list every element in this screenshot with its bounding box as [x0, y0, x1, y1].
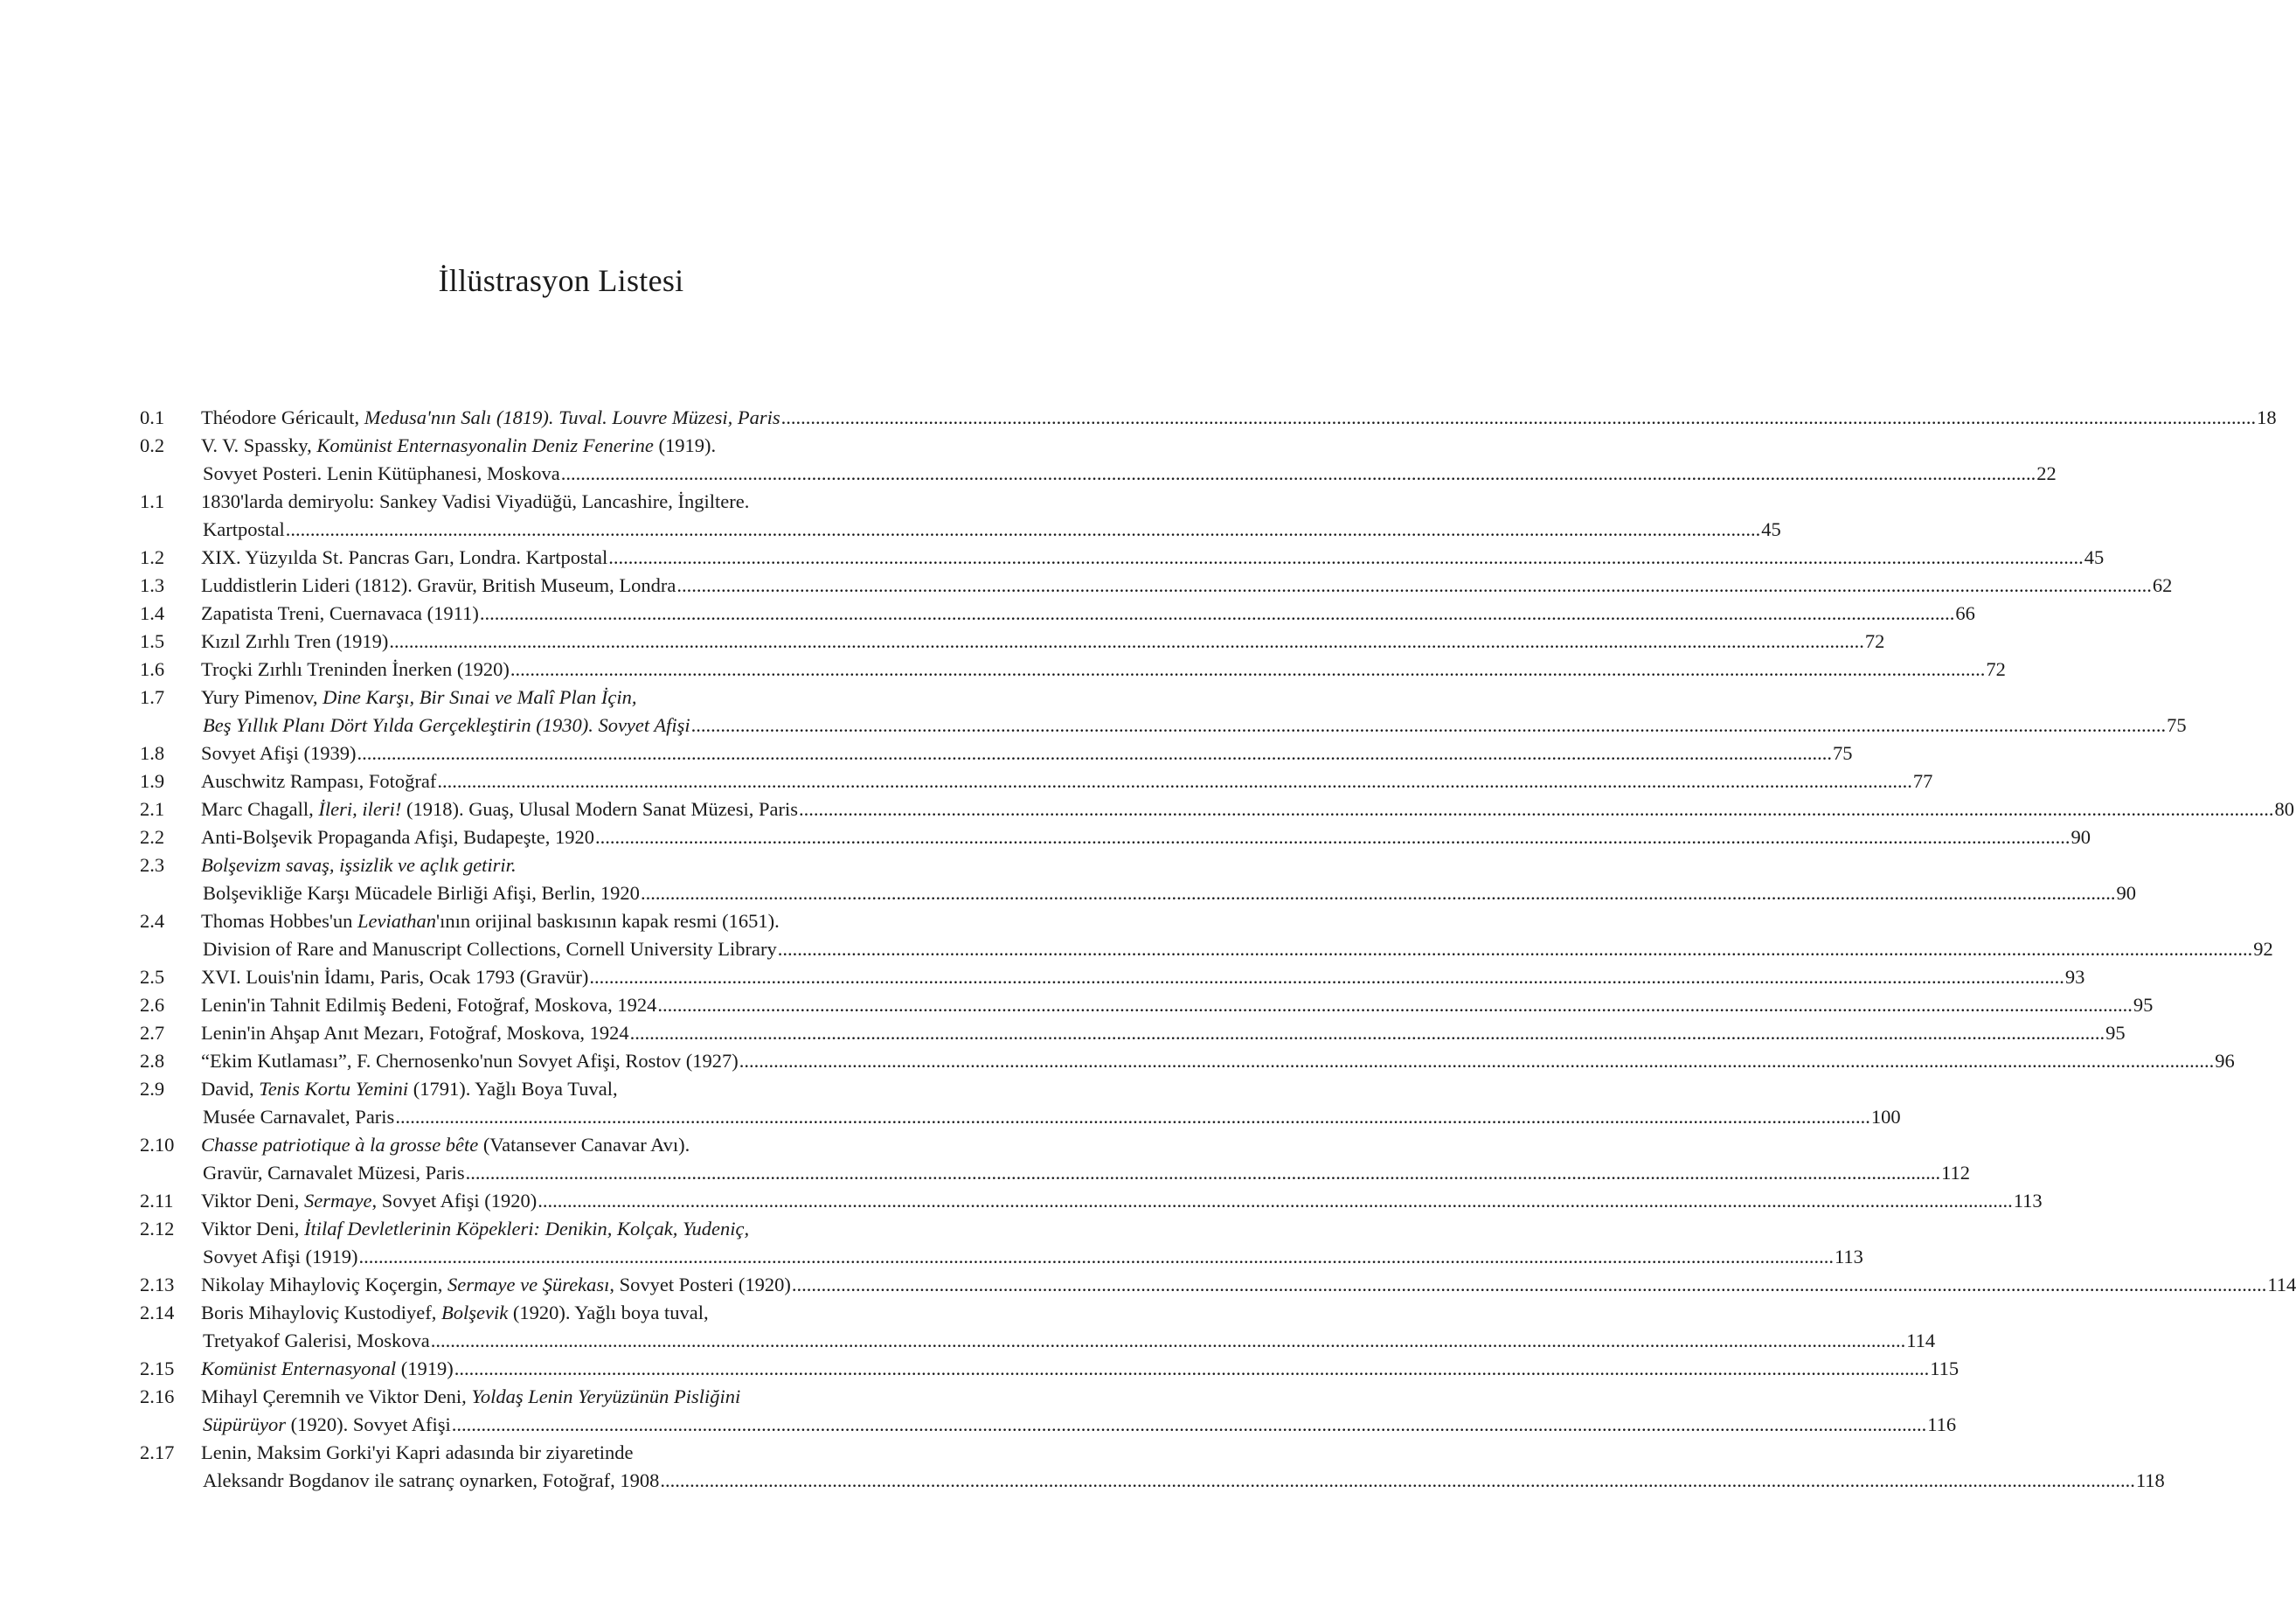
- entry-line: [201, 684, 1003, 712]
- list-entry: [140, 740, 1853, 767]
- entry-line: [201, 432, 1003, 460]
- entry-text: Auschwitz Rampası, Fotoğraf: [201, 770, 437, 792]
- entry-body: [201, 600, 1975, 628]
- dot-leader: ............................................................................................................................................................................................................................................................................................................: [608, 546, 2084, 568]
- entry-number: 2.17: [140, 1441, 175, 1463]
- entry-body: [201, 404, 2277, 432]
- entry-line: [201, 991, 2154, 1019]
- list-entry: [140, 628, 1885, 656]
- list-entry: [140, 656, 2006, 684]
- entry-number: 1.8: [140, 742, 165, 764]
- dot-leader: ............................................................................................................................................................................................................................................................................................................: [560, 462, 2036, 484]
- entry-line: [201, 628, 1885, 656]
- entry-number: 2.1: [140, 798, 165, 820]
- entry-text: Beş Yıllık Planı Dört Yılda Gerçekleştirin (1930). Sovyet Afişi: [203, 714, 690, 736]
- entry-body: [201, 991, 2154, 1019]
- list-entry: [140, 1075, 1901, 1131]
- list-entry: [140, 991, 2154, 1019]
- entry-text: XVI. Louis'nin İdamı, Paris, Ocak 1793 (Gravür): [201, 966, 589, 988]
- entry-text: Marc Chagall, İleri, ileri! (1918). Guaş, Ulusal Modern Sanat Müzesi, Paris: [201, 798, 799, 820]
- entry-number: 2.4: [140, 910, 165, 932]
- list-entry: [140, 963, 2085, 991]
- entry-text: Troçki Zırhlı Treninden İnerken (1920): [201, 658, 510, 680]
- entry-number: 1.6: [140, 658, 165, 680]
- entry-line: [201, 460, 2057, 488]
- entry-body: [201, 656, 2006, 684]
- entry-body: [201, 432, 2057, 488]
- list-entry: [140, 572, 2173, 600]
- entry-line: [201, 1439, 1003, 1467]
- entry-body: [201, 795, 2295, 823]
- entry-line: [201, 572, 2173, 600]
- entry-body: [201, 907, 2273, 963]
- entry-number: 2.14: [140, 1302, 175, 1323]
- list-entry: [140, 600, 1975, 628]
- entry-text: XIX. Yüzyılda St. Pancras Garı, Londra. Kartpostal: [201, 546, 608, 568]
- entry-page-number: 113: [2013, 1190, 2043, 1212]
- entry-page-number: 93: [2064, 966, 2085, 988]
- list-entry: [140, 907, 2273, 963]
- list-entry: [140, 1215, 1863, 1271]
- entry-line: [201, 1411, 1957, 1439]
- entry-text: Sovyet Afişi (1919): [203, 1246, 358, 1267]
- dot-leader: ............................................................................................................................................................................................................................................................................................................: [395, 1106, 1870, 1128]
- entry-line: [201, 907, 1003, 935]
- entry-text: Kartpostal: [203, 518, 285, 540]
- entry-text: Luddistlerin Lideri (1812). Gravür, British Museum, Londra: [201, 574, 676, 596]
- entry-body: [201, 740, 1853, 767]
- entry-line: [201, 1271, 2296, 1299]
- entry-page-number: 114: [2267, 1274, 2296, 1295]
- entry-line: [201, 767, 1933, 795]
- entry-text: Yury Pimenov, Dine Karşı, Bir Sınai ve Malî Plan İçin,: [201, 686, 637, 708]
- entry-text: Bolşevikliğe Karşı Mücadele Birliği Afişi, Berlin, 1920: [203, 882, 640, 904]
- dot-leader: ............................................................................................................................................................................................................................................................................................................: [676, 574, 2152, 596]
- entry-text: Lenin, Maksim Gorki'yi Kapri adasında bir ziyaretinde: [201, 1441, 634, 1463]
- entry-text: Sovyet Afişi (1939): [201, 742, 357, 764]
- list-entry: [140, 1271, 2296, 1299]
- entry-body: [201, 1299, 1936, 1355]
- entry-body: [201, 963, 2085, 991]
- entry-page-number: 62: [2152, 574, 2173, 596]
- list-entry: [140, 432, 2057, 488]
- entry-body: [201, 1383, 1957, 1439]
- entry-number: 2.16: [140, 1385, 175, 1407]
- entry-body: [201, 851, 2136, 907]
- entry-text: Mihayl Çeremnih ve Viktor Deni, Yoldaş Lenin Yeryüzünün Pisliğini: [201, 1385, 741, 1407]
- entry-page-number: 90: [2071, 826, 2091, 848]
- illustration-list: [140, 404, 2296, 1495]
- entry-body: [201, 1131, 1971, 1187]
- entry-text: David, Tenis Kortu Yemini (1791). Yağlı Boya Tuval,: [201, 1078, 618, 1100]
- entry-number: 2.3: [140, 854, 165, 876]
- entry-number: 1.7: [140, 686, 165, 708]
- entry-text: Viktor Deni, İtilaf Devletlerinin Köpekleri: Denikin, Kolçak, Yudeniç,: [201, 1218, 750, 1240]
- entry-number: 2.9: [140, 1078, 165, 1100]
- dot-leader: ............................................................................................................................................................................................................................................................................................................: [357, 742, 1832, 764]
- entry-page-number: 96: [2215, 1050, 2235, 1072]
- list-entry: [140, 488, 1781, 544]
- list-entry: [140, 1019, 2126, 1047]
- entry-text: V. V. Spassky, Komünist Enternasyonalin Deniz Fenerine (1919).: [201, 434, 717, 456]
- entry-page-number: 116: [1927, 1413, 1957, 1435]
- list-entry: [140, 1047, 2235, 1075]
- entry-line: [201, 488, 1003, 516]
- entry-line: [201, 1215, 1003, 1243]
- entry-line: [201, 404, 2277, 432]
- entry-text: Sovyet Posteri. Lenin Kütüphanesi, Moskova: [203, 462, 560, 484]
- list-entry: [140, 1383, 1957, 1439]
- list-entry: [140, 1355, 1960, 1383]
- entry-line: [201, 656, 2006, 684]
- list-entry: [140, 1131, 1971, 1187]
- entry-line: [201, 712, 2187, 740]
- dot-leader: ............................................................................................................................................................................................................................................................................................................: [629, 1022, 2105, 1044]
- entry-text: Bolşevizm savaş, işsizlik ve açlık getirir.: [201, 854, 517, 876]
- entry-page-number: 112: [1941, 1162, 1971, 1184]
- entry-page-number: 45: [1761, 518, 1781, 540]
- entry-page-number: 22: [2036, 462, 2057, 484]
- dot-leader: ............................................................................................................................................................................................................................................................................................................: [657, 994, 2133, 1016]
- entry-number: 2.8: [140, 1050, 165, 1072]
- entry-body: [201, 1075, 1901, 1131]
- entry-line: [201, 740, 1853, 767]
- entry-number: 2.13: [140, 1274, 175, 1295]
- dot-leader: ............................................................................................................................................................................................................................................................................................................: [799, 798, 2274, 820]
- entry-text: Musée Carnavalet, Paris: [203, 1106, 395, 1128]
- entry-page-number: 45: [2084, 546, 2105, 568]
- entry-text: Kızıl Zırhlı Tren (1919): [201, 630, 389, 652]
- entry-page-number: 72: [1864, 630, 1885, 652]
- entry-text: Tretyakof Galerisi, Moskova: [203, 1330, 430, 1351]
- dot-leader: ............................................................................................................................................................................................................................................................................................................: [451, 1413, 1927, 1435]
- list-entry: [140, 767, 1933, 795]
- entry-text: Division of Rare and Manuscript Collections, Cornell University Library: [203, 938, 777, 960]
- entry-body: [201, 767, 1933, 795]
- entry-page-number: 80: [2274, 798, 2295, 820]
- entry-number: 1.3: [140, 574, 165, 596]
- entry-body: [201, 1187, 2043, 1215]
- entry-line: [201, 1467, 2165, 1495]
- dot-leader: ............................................................................................................................................................................................................................................................................................................: [479, 602, 1955, 624]
- entry-text: Thomas Hobbes'un Leviathan'ının orijinal baskısının kapak resmi (1651).: [201, 910, 780, 932]
- entry-line: [201, 1075, 1003, 1103]
- entry-line: [201, 879, 2136, 907]
- entry-body: [201, 544, 2105, 572]
- dot-leader: ............................................................................................................................................................................................................................................................................................................: [510, 658, 1986, 680]
- entry-text: Komünist Enternasyonal (1919): [201, 1358, 454, 1379]
- dot-leader: ............................................................................................................................................................................................................................................................................................................: [437, 770, 1912, 792]
- entry-line: [201, 1103, 1901, 1131]
- entry-number: 2.2: [140, 826, 165, 848]
- dot-leader: ............................................................................................................................................................................................................................................................................................................: [777, 938, 2253, 960]
- entry-text: Lenin'in Ahşap Anıt Mezarı, Fotoğraf, Moskova, 1924: [201, 1022, 629, 1044]
- entry-line: [201, 600, 1975, 628]
- entry-number: 2.11: [140, 1190, 174, 1212]
- dot-leader: ............................................................................................................................................................................................................................................................................................................: [780, 406, 2257, 428]
- entry-text: Chasse patriotique à la grosse bête (Vatansever Canavar Avı).: [201, 1134, 690, 1156]
- entry-number: 2.15: [140, 1358, 175, 1379]
- entry-line: [201, 516, 1781, 544]
- entry-page-number: 75: [2167, 714, 2187, 736]
- entry-text: “Ekim Kutlaması”, F. Chernosenko'nun Sovyet Afişi, Rostov (1927): [201, 1050, 739, 1072]
- entry-line: [201, 935, 2273, 963]
- entry-line: [201, 1019, 2126, 1047]
- entry-text: Süpürüyor (1920). Sovyet Afişi: [203, 1413, 451, 1435]
- entry-number: 0.1: [140, 406, 165, 428]
- entry-number: 2.12: [140, 1218, 175, 1240]
- entry-line: [201, 1383, 1003, 1411]
- entry-page-number: 100: [1870, 1106, 1901, 1128]
- entry-line: [201, 1047, 2235, 1075]
- dot-leader: ............................................................................................................................................................................................................................................................................................................: [285, 518, 1761, 540]
- entry-text: Anti-Bolşevik Propaganda Afişi, Budapeşte, 1920: [201, 826, 594, 848]
- entry-page-number: 114: [1906, 1330, 1936, 1351]
- entry-body: [201, 572, 2173, 600]
- entry-line: [201, 1327, 1936, 1355]
- entry-page-number: 72: [1986, 658, 2006, 680]
- entry-page-number: 66: [1955, 602, 1975, 624]
- entry-number: 1.1: [140, 490, 165, 512]
- list-entry: [140, 404, 2277, 432]
- dot-leader: ............................................................................................................................................................................................................................................................................................................: [690, 714, 2167, 736]
- list-entry: [140, 684, 2187, 740]
- entry-page-number: 75: [1833, 742, 1853, 764]
- entry-page-number: 90: [2116, 882, 2136, 904]
- entry-line: [201, 1159, 1971, 1187]
- entry-text: Théodore Géricault, Medusa'nın Salı (1819). Tuval. Louvre Müzesi, Paris: [201, 406, 780, 428]
- dot-leader: ............................................................................................................................................................................................................................................................................................................: [465, 1162, 1941, 1184]
- entry-number: 1.4: [140, 602, 165, 624]
- entry-number: 2.7: [140, 1022, 165, 1044]
- entry-line: [201, 963, 2085, 991]
- list-entry: [140, 544, 2105, 572]
- dot-leader: ............................................................................................................................................................................................................................................................................................................: [358, 1246, 1834, 1267]
- page-title: İllüstrasyon Listesi: [438, 263, 684, 298]
- entry-page-number: 18: [2257, 406, 2277, 428]
- entry-text: Boris Mihayloviç Kustodiyef, Bolşevik (1920). Yağlı boya tuval,: [201, 1302, 709, 1323]
- entry-page-number: 95: [2105, 1022, 2126, 1044]
- entry-number: 2.10: [140, 1134, 175, 1156]
- dot-leader: ............................................................................................................................................................................................................................................................................................................: [791, 1274, 2267, 1295]
- entry-line: [201, 1299, 1003, 1327]
- entry-number: 1.9: [140, 770, 165, 792]
- entry-body: [201, 1355, 1960, 1383]
- entry-line: [201, 1187, 2043, 1215]
- entry-text: 1830'larda demiryolu: Sankey Vadisi Viyadüğü, Lancashire, İngiltere.: [201, 490, 750, 512]
- entry-page-number: 113: [1835, 1246, 1863, 1267]
- entry-body: [201, 684, 2187, 740]
- list-entry: [140, 1299, 1936, 1355]
- entry-text: Aleksandr Bogdanov ile satranç oynarken, Fotoğraf, 1908: [203, 1469, 660, 1491]
- entry-page-number: 92: [2253, 938, 2273, 960]
- dot-leader: ............................................................................................................................................................................................................................................................................................................: [389, 630, 1864, 652]
- dot-leader: ............................................................................................................................................................................................................................................................................................................: [640, 882, 2116, 904]
- entry-body: [201, 1271, 2296, 1299]
- entry-number: 2.5: [140, 966, 165, 988]
- entry-number: 1.5: [140, 630, 165, 652]
- entry-text: Viktor Deni, Sermaye, Sovyet Afişi (1920): [201, 1190, 538, 1212]
- list-entry: [140, 1439, 2165, 1495]
- entry-text: Nikolay Mihayloviç Koçergin, Sermaye ve Şürekası, Sovyet Posteri (1920): [201, 1274, 791, 1295]
- entry-text: Lenin'in Tahnit Edilmiş Bedeni, Fotoğraf, Moskova, 1924: [201, 994, 657, 1016]
- list-entry: [140, 851, 2136, 907]
- list-entry: [140, 823, 2091, 851]
- entry-text: Gravür, Carnavalet Müzesi, Paris: [203, 1162, 465, 1184]
- entry-number: 1.2: [140, 546, 165, 568]
- entry-line: [201, 544, 2105, 572]
- entry-body: [201, 1439, 2165, 1495]
- entry-line: [201, 1131, 1003, 1159]
- list-entry: [140, 795, 2295, 823]
- dot-leader: ............................................................................................................................................................................................................................................................................................................: [660, 1469, 2135, 1491]
- list-entry: [140, 1187, 2043, 1215]
- dot-leader: ............................................................................................................................................................................................................................................................................................................: [430, 1330, 1906, 1351]
- entry-page-number: 118: [2135, 1469, 2165, 1491]
- entry-line: [201, 851, 1003, 879]
- dot-leader: ............................................................................................................................................................................................................................................................................................................: [594, 826, 2071, 848]
- entry-body: [201, 1047, 2235, 1075]
- entry-body: [201, 1019, 2126, 1047]
- entry-page-number: 95: [2133, 994, 2154, 1016]
- dot-leader: ............................................................................................................................................................................................................................................................................................................: [454, 1358, 1930, 1379]
- entry-number: 2.6: [140, 994, 165, 1016]
- entry-text: Zapatista Treni, Cuernavaca (1911): [201, 602, 479, 624]
- entry-line: [201, 795, 2295, 823]
- entry-page-number: 115: [1930, 1358, 1960, 1379]
- dot-leader: ............................................................................................................................................................................................................................................................................................................: [739, 1050, 2215, 1072]
- entry-body: [201, 823, 2091, 851]
- entry-line: [201, 823, 2091, 851]
- dot-leader: ............................................................................................................................................................................................................................................................................................................: [538, 1190, 2013, 1212]
- entry-page-number: 77: [1912, 770, 1933, 792]
- entry-body: [201, 488, 1781, 544]
- entry-body: [201, 1215, 1863, 1271]
- entry-line: [201, 1243, 1863, 1271]
- entry-body: [201, 628, 1885, 656]
- entry-number: 0.2: [140, 434, 165, 456]
- entry-line: [201, 1355, 1960, 1383]
- dot-leader: ............................................................................................................................................................................................................................................................................................................: [589, 966, 2064, 988]
